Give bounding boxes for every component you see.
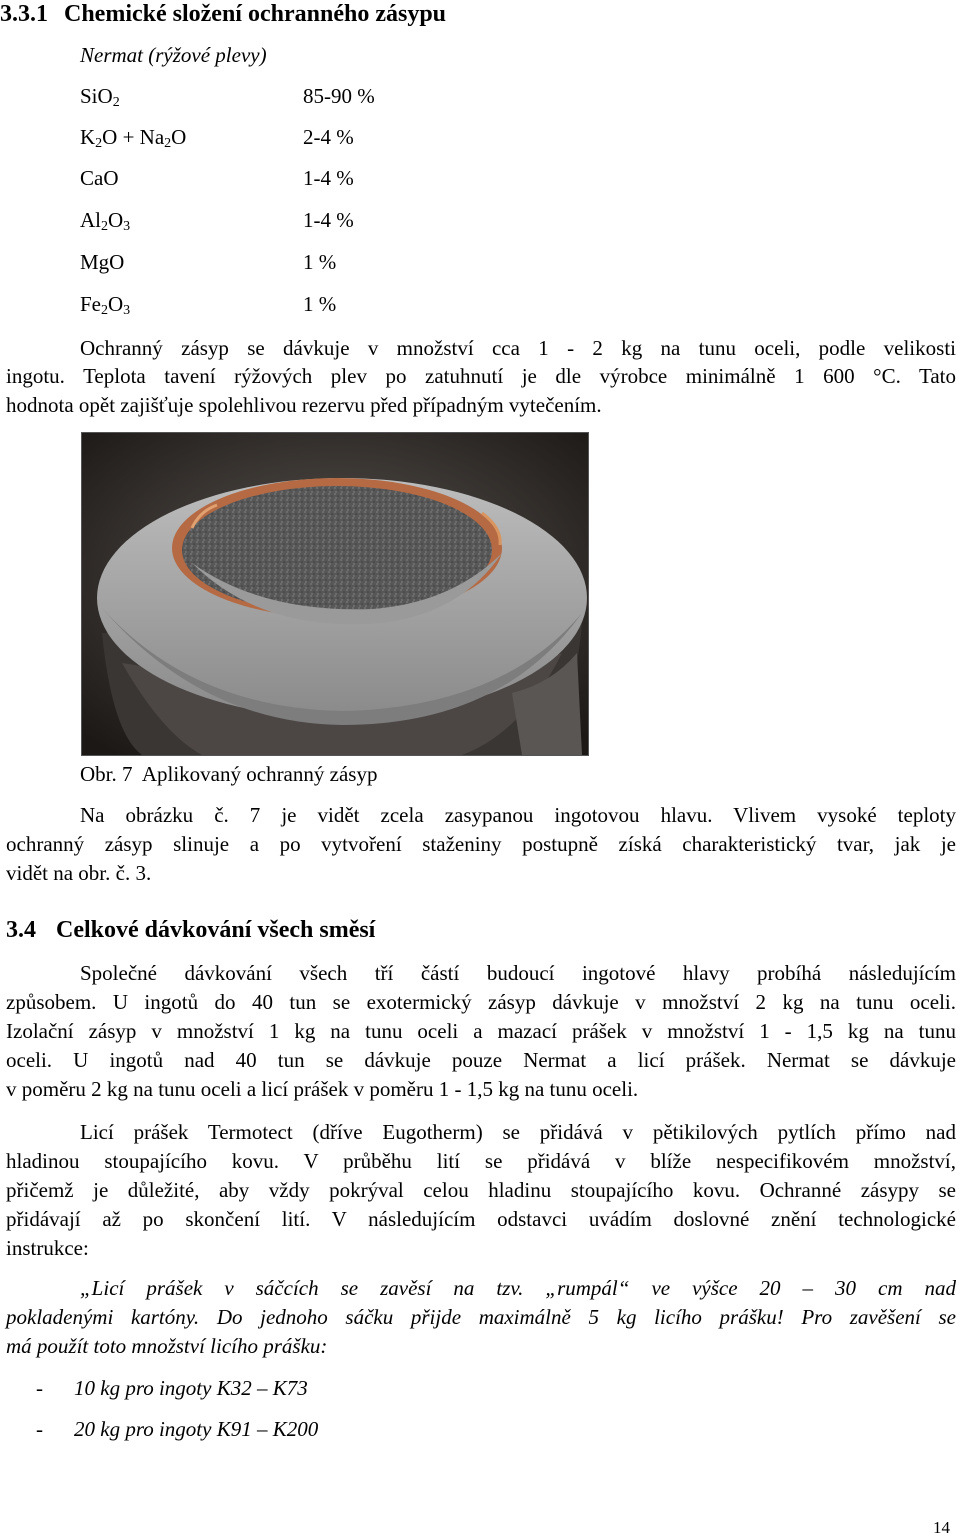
text-line: Licí prášek Termotect (dříve Eugotherm) se přidává v pětikilových pytlích přímo nad <box>80 1120 956 1144</box>
compound-value: 1 % <box>303 292 337 316</box>
ingot-head-photo <box>81 432 589 756</box>
text-line: v poměru 2 kg na tunu oceli a licí prášek v poměru 1 - 1,5 kg na tunu oceli. <box>6 1077 639 1101</box>
compound-name: $K_2O + Na_2O$ <box>80 125 187 151</box>
text-line: způsobem. U ingotů do 40 tun se exotermický zásyp dávkuje v množství 2 kg na tunu oceli. <box>6 990 956 1014</box>
list-item-text: 10 kg pro ingoty K32 – K73 <box>74 1376 308 1400</box>
text-line: Ochranný zásyp se dávkuje v množství cca 1 - 2 kg na tunu oceli, podle velikosti <box>80 336 956 360</box>
text-line: „Licí prášek v sáčcích se zavěsí na tzv. „rumpál“ ve výšce 20 – 30 cm nad <box>80 1276 956 1300</box>
section-heading-3-3-1 <box>0 0 446 28</box>
text-line: pokladenými kartóny. Do jednoho sáčku přijde maximálně 5 kg licího prášku! Pro zavěšení se <box>6 1305 956 1329</box>
compound-name: $Fe_2O_3$ <box>80 292 131 318</box>
text-line: oceli. U ingotů nad 40 tun se dávkuje pouze Nermat a licí prášek. Nermat se dávkuje <box>6 1048 956 1072</box>
list-dash: - <box>36 1376 43 1400</box>
text-line: hladinou stoupajícího kovu. V průběhu lití se přidává v blíže nespecifikovém množství, <box>6 1149 956 1173</box>
list-item <box>36 1415 43 1443</box>
composition-row <box>80 250 480 278</box>
compound-value: 1-4 % <box>303 208 354 232</box>
list-item-text: 20 kg pro ingoty K91 – K200 <box>74 1417 319 1441</box>
compound-value: 1 % <box>303 250 337 274</box>
list-item <box>36 1374 43 1402</box>
text-line: má použít toto množství licího prášku: <box>6 1334 328 1358</box>
page-number: 14 <box>933 1518 950 1537</box>
section-number: 3.3.1 <box>0 1 48 27</box>
compound-name: MgO <box>80 250 125 274</box>
text-line: ochranný zásyp slinuje a po vytvoření staženiny postupně získá charakteristický tvar, jak je <box>6 832 956 856</box>
text-line: Izolační zásyp v množství 1 kg na tunu oceli a mazací prášek v množství 1 - 1,5 kg na tunu <box>6 1019 956 1043</box>
text-line: Na obrázku č. 7 je vidět zcela zasypanou ingotovou hlavu. Vlivem vysoké teploty <box>80 803 956 827</box>
section-title: Chemické složení ochranného zásypu <box>64 1 447 27</box>
section-heading-3-4 <box>6 915 375 945</box>
photo-illustration <box>82 433 588 755</box>
compound-value: 2-4 % <box>303 125 354 149</box>
composition-row <box>80 292 480 320</box>
compound-name: $Al_2O_3$ <box>80 208 131 234</box>
text-line: přidávají až po skončení lití. V následujícím odstavci uvádím doslovné znění technologické <box>6 1207 956 1231</box>
compound-value: 85-90 % <box>303 84 375 108</box>
section-number: 3.4 <box>6 917 36 943</box>
compound-name: CaO <box>80 166 119 190</box>
composition-row <box>80 166 480 194</box>
composition-row <box>80 208 480 236</box>
material-name: Nermat (rýžové plevy) <box>80 43 267 67</box>
section-title: Celkové dávkování všech směsí <box>56 917 376 943</box>
text-line: Společné dávkování všech tří částí budoucí ingotové hlavy probíhá následujícím <box>80 961 956 985</box>
figure-caption: Obr. 7 Aplikovaný ochranný zásyp <box>80 762 378 786</box>
compound-name: SiO$_2$ <box>80 84 120 110</box>
compound-value: 1-4 % <box>303 166 354 190</box>
text-line: instrukce: <box>6 1236 89 1260</box>
composition-row <box>80 125 480 153</box>
list-dash: - <box>36 1417 43 1441</box>
text-line: přičemž je důležité, aby vždy pokrýval celou hladinu stoupajícího kovu. Ochranné zásypy se <box>6 1178 956 1202</box>
text-line: ingotu. Teplota tavení rýžových plev po zatuhnutí je dle výrobce minimálně 1 600 °C. Tato <box>6 364 956 388</box>
composition-row <box>80 84 480 112</box>
text-line: hodnota opět zajišťuje spolehlivou rezervu před případným vytečením. <box>6 393 602 417</box>
text-line: vidět na obr. č. 3. <box>6 861 152 885</box>
